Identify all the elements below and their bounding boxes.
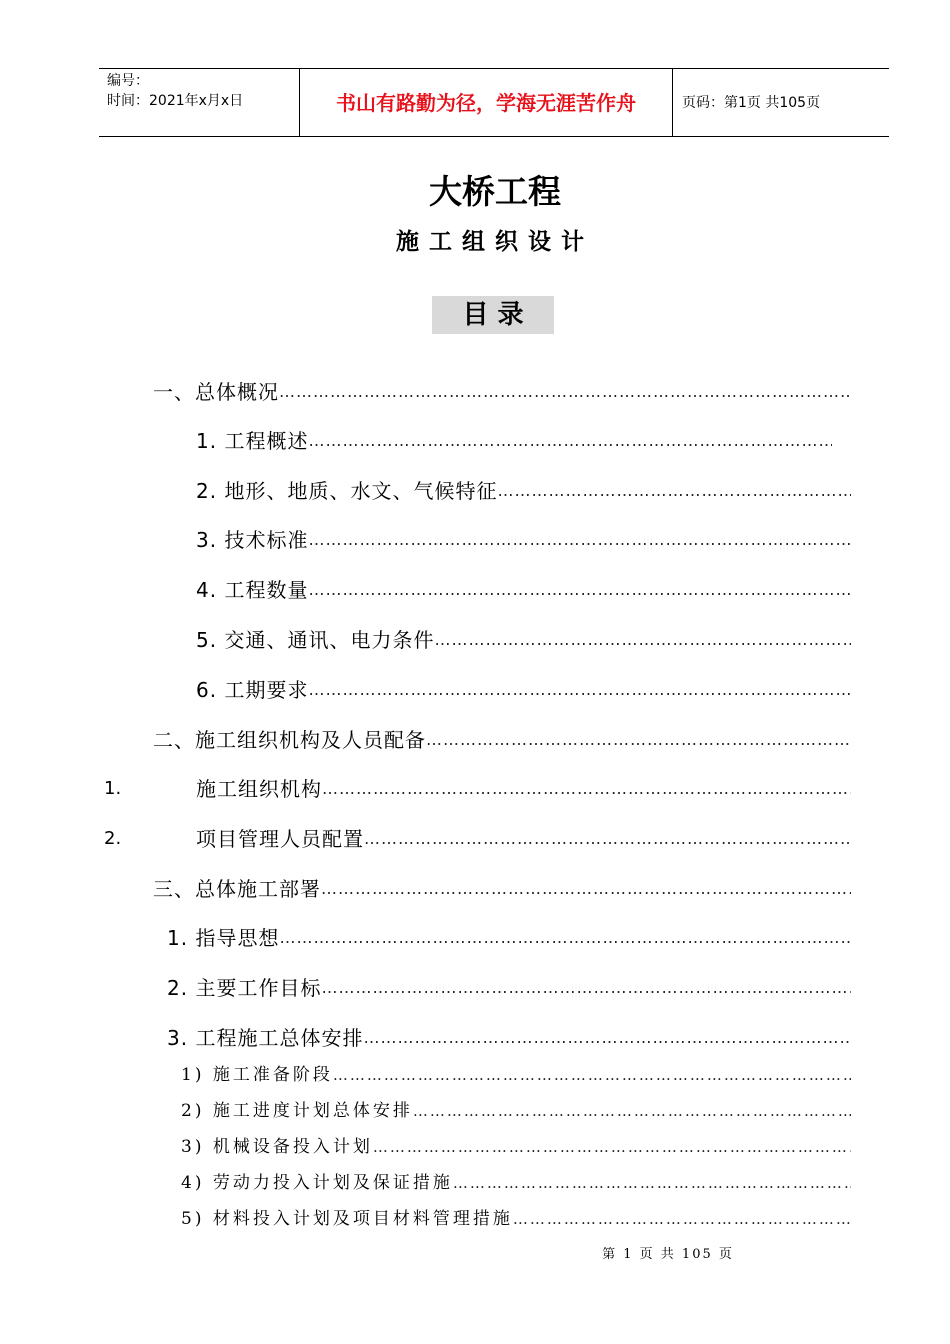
- toc-entry[interactable]: [196, 825, 851, 853]
- toc-entry-label: 二、施工组织机构及人员配备: [153, 728, 426, 752]
- toc-entry-label: 项目管理人员配置: [196, 827, 364, 851]
- toc-entry[interactable]: [196, 676, 851, 704]
- toc-entry[interactable]: [196, 526, 851, 554]
- toc-entry-label: 5) 材料投入计划及项目材料管理措施: [181, 1209, 513, 1229]
- toc-entry-label: 1. 指导思想: [167, 926, 280, 950]
- toc-leader: [333, 1063, 851, 1087]
- toc-leader: [513, 1207, 851, 1231]
- toc-leader: [453, 1171, 851, 1195]
- toc-leader: [279, 924, 851, 952]
- toc-entry[interactable]: [167, 1024, 851, 1052]
- toc-leader: [364, 825, 851, 853]
- time-label: 时间：2021年x月x日: [107, 93, 244, 109]
- toc-entry[interactable]: [153, 875, 851, 903]
- toc-entry-label: 施工组织机构: [196, 777, 322, 801]
- toc-leader: [321, 974, 851, 1002]
- header-page-info: 页码：第1页 共105页: [682, 95, 821, 111]
- toc-entry[interactable]: [196, 775, 851, 803]
- toc-entry[interactable]: [181, 1135, 851, 1159]
- toc-entry-label: 3. 工程施工总体安排: [167, 1026, 364, 1050]
- serial-label: 编号：: [107, 73, 149, 89]
- toc-entry[interactable]: [196, 477, 851, 505]
- toc-entry[interactable]: [196, 576, 851, 604]
- toc-entry[interactable]: [181, 1063, 851, 1087]
- toc-entry-label: 4) 劳动力投入计划及保证措施: [181, 1173, 453, 1193]
- toc-entry[interactable]: [181, 1099, 851, 1123]
- toc-entry-label: 3. 技术标准: [196, 528, 309, 552]
- toc-leader: [321, 875, 851, 903]
- toc-leader: [279, 378, 851, 406]
- toc-entry-label: 5. 交通、通讯、电力条件: [196, 628, 435, 652]
- toc-leader: [497, 477, 851, 505]
- toc-entry-label: 3) 机械设备投入计划: [181, 1137, 373, 1157]
- toc-entry-label: 4. 工程数量: [196, 578, 309, 602]
- header-motto: 书山有路勤为径，学海无涯苦作舟: [336, 91, 636, 115]
- toc-leader: [308, 526, 851, 554]
- toc-entry-label: 2. 地形、地质、水文、气候特征: [196, 479, 498, 503]
- toc-entry[interactable]: [181, 1207, 851, 1231]
- toc-entry-label: 2. 主要工作目标: [167, 976, 322, 1000]
- toc-leader: [308, 576, 851, 604]
- toc-leader: [413, 1099, 851, 1123]
- toc-leader: [434, 626, 851, 654]
- toc-entry-label: 6. 工期要求: [196, 678, 309, 702]
- document-title: 大桥工程: [429, 172, 561, 211]
- toc-entry[interactable]: [167, 974, 851, 1002]
- toc-entry-label: 三、总体施工部署: [153, 877, 321, 901]
- toc-entry[interactable]: [196, 427, 832, 455]
- toc-leader: [426, 726, 851, 754]
- toc-entry-label: 2) 施工进度计划总体安排: [181, 1101, 413, 1121]
- page-footer: 第 1 页 共 105 页: [602, 1247, 734, 1262]
- toc-entry[interactable]: [167, 924, 851, 952]
- toc-entry[interactable]: [196, 626, 851, 654]
- toc-entry-label: 一、总体概况: [153, 380, 279, 404]
- document-subtitle: 施工组织设计: [396, 229, 594, 255]
- toc-heading: 目 录: [432, 296, 554, 334]
- toc-entry-number: 2.: [104, 828, 122, 849]
- toc-entry[interactable]: [153, 726, 851, 754]
- toc-entry[interactable]: [181, 1171, 851, 1195]
- toc-leader: [373, 1135, 851, 1159]
- toc-leader: [322, 775, 851, 803]
- toc-entry-label: 1) 施工准备阶段: [181, 1065, 333, 1085]
- toc-leader: [308, 427, 832, 455]
- toc-entry-label: 1. 工程概述: [196, 429, 309, 453]
- toc-entry-number: 1.: [104, 778, 122, 799]
- toc-leader: [308, 676, 851, 704]
- toc-entry[interactable]: [153, 378, 851, 406]
- toc-leader: [363, 1024, 851, 1052]
